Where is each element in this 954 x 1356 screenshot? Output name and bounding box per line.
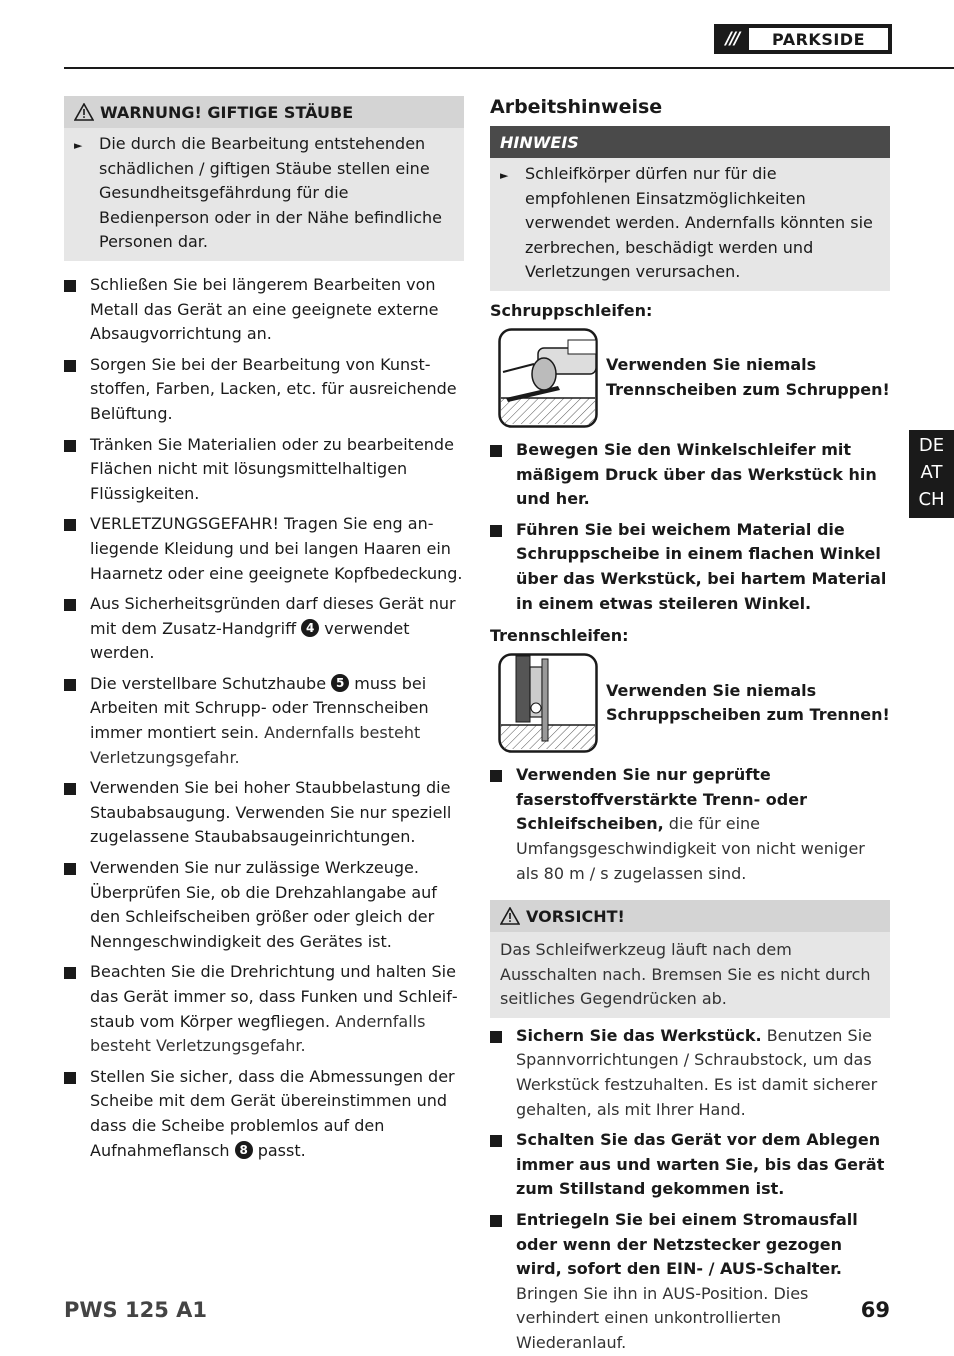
list-item <box>64 433 464 507</box>
parkside-logo <box>714 24 892 54</box>
list-item <box>64 592 464 666</box>
bullet-square-icon <box>490 518 516 616</box>
bullet-square-icon <box>64 856 90 954</box>
list-item <box>64 960 464 1058</box>
list-item <box>490 1208 890 1356</box>
bullet-square-icon <box>64 273 90 347</box>
list-item <box>490 763 890 886</box>
caution-box <box>490 900 890 1018</box>
header-rule <box>64 67 954 69</box>
warning-item <box>64 128 464 255</box>
list-item-text: Verwenden Sie nur zulässige Werkzeuge. Überprüfen Sie, ob die Drehzahlangabe auf den Schleifscheiben größer oder gleich der Nenngeschwindigkeit des Gerätes ist. <box>90 858 437 951</box>
list-item <box>64 273 464 347</box>
roughing-grinder-illustration <box>498 328 598 428</box>
list-item <box>64 1065 464 1163</box>
bullet-square-icon <box>64 512 90 586</box>
right-column <box>490 96 890 1356</box>
warning-text: Die durch die Bearbeitung entstehenden schädlichen / giftigen Stäube stellen eine Gesundheitsgefährdung für die Bedienperson oder in der Nähe befindliche Personen dar. <box>99 134 443 252</box>
list-item <box>64 512 464 586</box>
list-item-text: Verwenden Sie nur geprüfte faserstoffverstärkte Trenn- oder Schleifscheiben, die für eine Umfangsgeschwindigkeit von nicht weniger als 80 m / s zugelassen sind. <box>516 765 865 883</box>
list-item-text: Sichern Sie das Werkstück. Benutzen Sie Spannvorrichtungen / Schraubstock, um das Werkstück festzuhalten. Es ist damit sicherer gehalten, als mit Ihrer Hand. <box>516 1025 878 1119</box>
arrow-icon: ► <box>74 139 83 152</box>
section-heading: Arbeitshinweise <box>490 96 663 118</box>
list-item-text: Die verstellbare Schutzhaube 5 muss bei Arbeiten mit Schrupp- oder Trennscheiben immer montiert sein. Andernfalls besteht Verletzungsgefahr. <box>90 673 429 767</box>
list-item-text: Schließen Sie bei längerem Bearbeiten von Metall das Gerät an eine geeignete externe Absaugvorrichtung an. <box>90 274 439 344</box>
bullet-square-icon <box>64 776 90 850</box>
part-number-badge: 5 <box>331 674 349 692</box>
roughing-warning-text: Verwenden Sie niemals Trennscheiben zum Schruppen! <box>606 355 890 399</box>
list-item <box>490 1024 890 1122</box>
list-item-text: Verwenden Sie bei hoher Staubbelastung die Staubabsaugung. Verwenden Sie nur speziell zugelassene Staubabsaugeinrichtungen. <box>90 778 452 847</box>
language-tab <box>909 430 954 518</box>
caution-title: VORSICHT! <box>526 906 625 926</box>
bullet-square-icon <box>490 1208 516 1356</box>
bullet-square-icon <box>64 592 90 666</box>
bullet-square-icon <box>64 353 90 427</box>
bullet-square-icon <box>490 1128 516 1202</box>
left-column <box>64 96 464 1163</box>
cutting-warning-text: Verwenden Sie niemals Schruppscheiben zum Trennen! <box>606 680 890 725</box>
list-item-text: Tränken Sie Materialien oder zu bearbeitende Flächen nicht mit lösungsmittelhaltigen Flüssigkeiten. <box>90 434 454 503</box>
warning-header <box>64 96 464 128</box>
bullet-square-icon <box>64 672 90 770</box>
list-item-text: Führen Sie bei weichem Material die Schruppscheibe in einem flachen Winkel über das Werkstück, bei hartem Material in einem etwas steileren Winkel. <box>516 519 887 613</box>
bullet-square-icon <box>64 433 90 507</box>
list-item-text: VERLETZUNGSGEFAHR! Tragen Sie eng anliegende Kleidung und bei langen Haaren ein Haarnetz oder eine geeignete Kopfbedeckung. <box>90 514 463 583</box>
bullet-square-icon <box>490 1024 516 1122</box>
list-item-text: Sorgen Sie bei der Bearbeitung von Kunststoffen, Farben, Lacken, etc. für ausreichende Belüftung. <box>90 354 457 423</box>
list-item <box>64 856 464 954</box>
language-at: AT <box>920 462 943 483</box>
caution-header <box>490 900 890 932</box>
list-item <box>490 518 890 616</box>
caution-text: Das Schleifwerkzeug läuft nach dem Ausschalten nach. Bremsen Sie es nicht durch seitliches Gegendrücken ab. <box>500 940 871 1009</box>
subheading-roughing: Schruppschleifen: <box>490 300 653 320</box>
bullet-square-icon <box>64 960 90 1058</box>
bullet-square-icon <box>490 438 516 512</box>
note-header: HINWEIS <box>490 126 890 158</box>
warning-triangle-icon <box>500 907 520 925</box>
footer-model: PWS 125 A1 <box>64 1298 208 1322</box>
warning-box <box>64 96 464 261</box>
part-number-badge: 8 <box>235 1141 253 1159</box>
list-item <box>490 438 890 512</box>
list-item-text: Stellen Sie sicher, dass die Abmessungen der Scheibe mit dem Gerät übereinstimmen und dass die Scheibe problemlos auf den Aufnahmeflansch 8 passt. <box>90 1066 455 1160</box>
language-de: DE <box>918 435 945 456</box>
list-item <box>64 672 464 770</box>
note-item <box>490 158 890 285</box>
list-item-text: Bewegen Sie den Winkelschleifer mit mäßigem Druck über das Werkstück hin und her. <box>516 439 877 509</box>
list-item-text: Entriegeln Sie bei einem Stromausfall oder wenn der Netzstecker gezogen wird, sofort den EIN- / AUS-Schalter. Bringen Sie ihn in AUS-Position. Dies verhindert einen unkontrollierten Wiederanlauf. <box>516 1210 858 1352</box>
list-item-text: Aus Sicherheitsgründen darf dieses Gerät nur mit dem Zusatz-Handgriff 4 verwendet werden. <box>90 594 456 663</box>
warning-triangle-icon <box>74 103 94 121</box>
subheading-cutting: Trennschleifen: <box>490 626 629 646</box>
bullet-square-icon <box>64 1065 90 1163</box>
note-text: Schleifkörper dürfen nur für die empfohlenen Einsatzmöglichkeiten verwendet werden. Andernfalls könnten sie zerbrechen, beschädigt werden und Verletzungen verursachen. <box>525 164 873 282</box>
list-item-text: Schalten Sie das Gerät vor dem Ablegen immer aus und warten Sie, bis das Gerät zum Stillstand gekommen ist. <box>516 1130 885 1199</box>
bullet-square-icon <box>490 763 516 886</box>
warning-title: WARNUNG! GIFTIGE STÄUBE <box>100 102 354 122</box>
list-item <box>64 353 464 427</box>
language-ch: CH <box>918 489 945 510</box>
cutting-figure-row <box>490 653 890 753</box>
arrow-icon: ► <box>500 169 509 182</box>
page-number: 69 <box>860 1298 890 1322</box>
list-item <box>64 776 464 850</box>
logo-brand: PARKSIDE <box>749 28 888 50</box>
logo-slashes: /// <box>725 29 739 49</box>
roughing-figure-row <box>490 328 890 428</box>
cutting-grinder-illustration <box>498 653 598 753</box>
list-item-text: Beachten Sie die Drehrichtung und halten Sie das Gerät immer so, dass Funken und Schleifstaub vom Körper wegfliegen. Andernfalls besteht Verletzungsgefahr. <box>90 962 458 1056</box>
note-box <box>490 126 890 291</box>
list-item <box>490 1128 890 1202</box>
part-number-badge: 4 <box>301 619 319 637</box>
